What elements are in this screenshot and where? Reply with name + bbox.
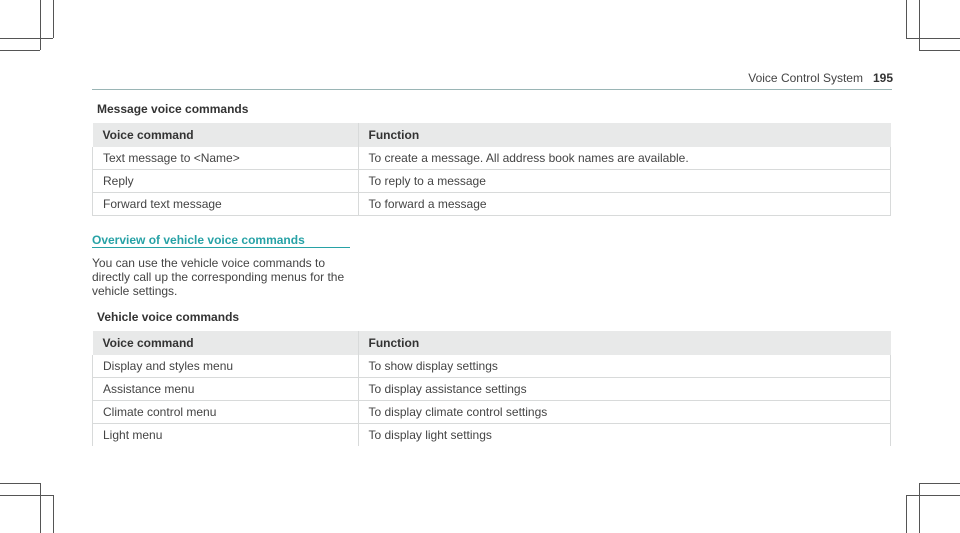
- table-row: [93, 147, 891, 170]
- message-section-title: Message voice commands: [97, 102, 249, 116]
- table-row: [93, 355, 891, 378]
- table-cell-command: Reply: [93, 170, 359, 193]
- table-cell-function: To display climate control settings: [358, 401, 891, 424]
- crop-mark: [906, 495, 960, 496]
- table-cell-function: To forward a message: [358, 193, 891, 216]
- table-cell-function: To display light settings: [358, 424, 891, 447]
- table-row: [93, 193, 891, 216]
- table-cell-command: Display and styles menu: [93, 355, 359, 378]
- table-cell-command: Forward text message: [93, 193, 359, 216]
- table-cell-function: To show display settings: [358, 355, 891, 378]
- crop-mark: [906, 495, 907, 533]
- table-header-row: [93, 123, 891, 147]
- table-cell-function: To display assistance settings: [358, 378, 891, 401]
- crop-mark: [919, 483, 920, 533]
- table-cell-command: Assistance menu: [93, 378, 359, 401]
- crop-mark: [906, 0, 907, 38]
- crop-mark: [40, 0, 41, 50]
- crop-mark: [919, 50, 960, 51]
- crop-mark: [53, 0, 54, 38]
- table-cell-command: Text message to <Name>: [93, 147, 359, 170]
- header-section-title: Voice Control System: [748, 71, 863, 85]
- crop-mark: [53, 495, 54, 533]
- crop-mark: [919, 483, 960, 484]
- page-number: 195: [872, 71, 893, 85]
- crop-mark: [0, 50, 40, 51]
- table-row: [93, 424, 891, 447]
- table-cell-function: To reply to a message: [358, 170, 891, 193]
- overview-paragraph: You can use the vehicle voice commands to directly call up the corresponding menus for the vehicle settings.: [92, 256, 345, 298]
- running-header: [748, 71, 893, 85]
- crop-mark: [0, 38, 53, 39]
- message-commands-table: [92, 123, 891, 216]
- table-cell-command: Light menu: [93, 424, 359, 447]
- column-header-function: Function: [358, 123, 891, 147]
- crop-mark: [0, 483, 40, 484]
- crop-mark: [919, 0, 920, 50]
- vehicle-commands-table: [92, 331, 891, 446]
- table-header-row: [93, 331, 891, 355]
- header-divider: [92, 89, 892, 90]
- table-cell-function: To create a message. All address book names are available.: [358, 147, 891, 170]
- crop-mark: [0, 495, 53, 496]
- column-header-voice-command: Voice command: [93, 331, 359, 355]
- vehicle-section-title: Vehicle voice commands: [97, 310, 240, 324]
- overview-heading-underline: [92, 247, 350, 248]
- column-header-function: Function: [358, 331, 891, 355]
- table-cell-command: Climate control menu: [93, 401, 359, 424]
- table-row: [93, 378, 891, 401]
- overview-heading: Overview of vehicle voice commands: [92, 233, 305, 247]
- table-row: [93, 401, 891, 424]
- table-row: [93, 170, 891, 193]
- crop-mark: [906, 38, 960, 39]
- crop-mark: [40, 483, 41, 533]
- column-header-voice-command: Voice command: [93, 123, 359, 147]
